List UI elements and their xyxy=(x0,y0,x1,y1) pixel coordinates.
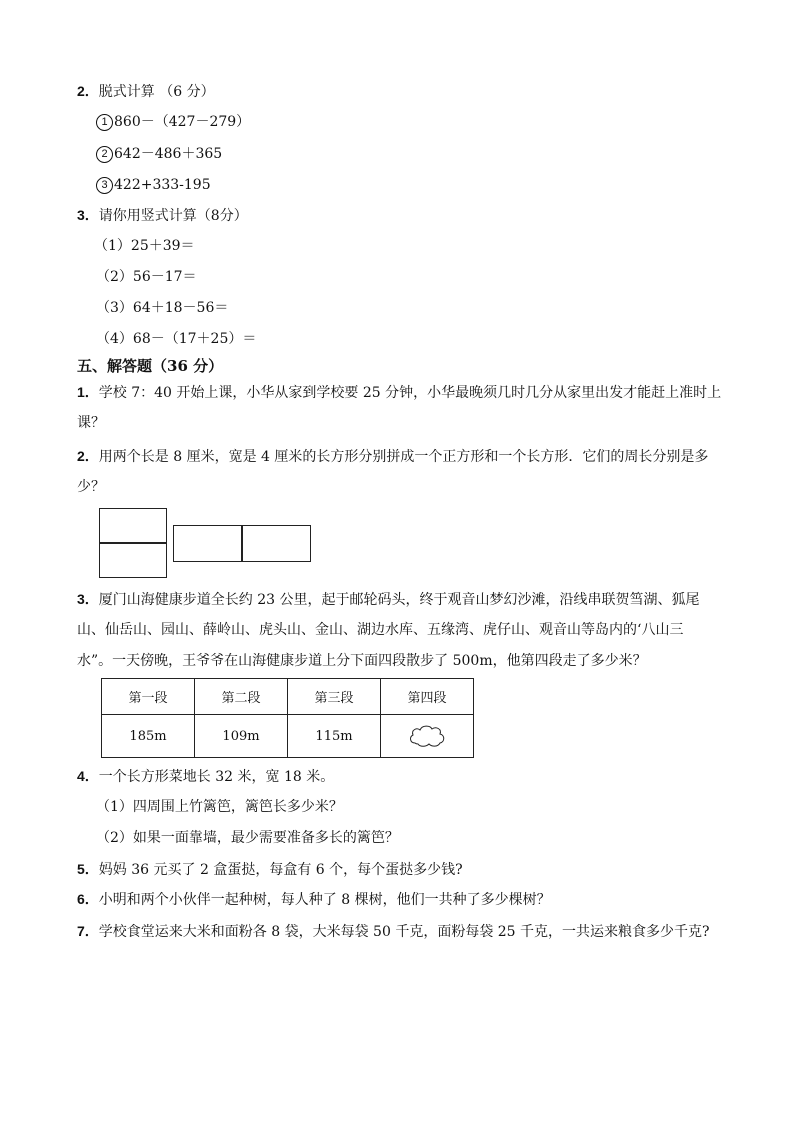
header-cell: 第四段 xyxy=(381,679,474,715)
header-cell: 第一段 xyxy=(102,679,195,715)
p6-line xyxy=(77,889,551,910)
cloud-icon xyxy=(407,723,447,749)
unknown-value-cell xyxy=(381,715,474,758)
value-cell: 185m xyxy=(102,715,195,758)
segments-table xyxy=(101,678,474,758)
q3-title: 请你用竖式计算（8分） xyxy=(98,208,248,224)
long-rect-left xyxy=(173,525,243,562)
p3-text-1: 厦门山海健康步道全长约 23 公里，起于邮轮码头，终于观音山梦幻沙滩，沿线串联贺筜湖、狐尾 xyxy=(98,592,700,608)
p2-line-1 xyxy=(77,446,708,467)
section-5-title: 五、解答题（36 分） xyxy=(77,357,224,375)
q2-item-2-expr: 642－486＋365 xyxy=(114,146,223,162)
p1-line-2: 课？ xyxy=(77,415,105,431)
segments-header-row xyxy=(102,679,474,715)
p3-line-2: 山、仙岳山、园山、薛岭山、虎头山、金山、湖边水库、五缘湾、虎仔山、观音山等岛内的‘八山三 xyxy=(77,622,684,638)
p3-line-1 xyxy=(77,589,700,610)
q3-number: 3． xyxy=(77,207,99,223)
p4-line-1 xyxy=(77,766,334,787)
p1-number: 1． xyxy=(77,384,99,400)
q2-item-3 xyxy=(96,175,211,195)
p3-number: 3． xyxy=(77,591,99,607)
long-rect-right xyxy=(241,525,311,562)
p1-line-1 xyxy=(77,382,721,403)
header-cell: 第二段 xyxy=(195,679,288,715)
p5-text: 妈妈 36 元买了 2 盒蛋挞，每盒有 6 个，每个蛋挞多少钱? xyxy=(98,862,463,878)
q2-title: 脱式计算 （6 分） xyxy=(98,84,215,100)
header-cell: 第三段 xyxy=(288,679,381,715)
q3-item-4: （4）68－（17＋25）＝ xyxy=(96,331,257,347)
square-bottom-rect xyxy=(99,542,167,578)
p6-number: 6． xyxy=(77,891,99,907)
q3-heading xyxy=(77,205,248,226)
square-top-rect xyxy=(99,508,167,544)
p6-text: 小明和两个小伙伴一起种树，每人种了 8 棵树，他们一共种了多少棵树？ xyxy=(98,892,551,908)
q3-item-1: （1）25＋39＝ xyxy=(94,238,195,254)
q2-number: 2． xyxy=(77,83,99,99)
q2-item-3-expr: 422+333-195 xyxy=(114,177,211,193)
q2-item-1-expr: 860－（427－279） xyxy=(114,114,251,130)
q3-item-3: （3）64＋18－56＝ xyxy=(96,300,229,316)
p4-sub-2: （2）如果一面靠墙，最少需要准备多长的篱笆？ xyxy=(96,830,399,846)
p7-number: 7． xyxy=(77,923,99,939)
value-cell: 115m xyxy=(288,715,381,758)
circled-number-2: 2 xyxy=(96,146,113,163)
p4-sub-1: （1）四周围上竹篱笆，篱笆长多少米？ xyxy=(96,799,343,815)
circled-number-3: 3 xyxy=(96,177,113,194)
p3-line-3: 水”。一天傍晚，王爷爷在山海健康步道上分下面四段散步了 500m，他第四段走了多少米？ xyxy=(77,653,647,669)
circled-number-1: 1 xyxy=(96,114,113,131)
p4-text-1: 一个长方形菜地长 32 米，宽 18 米。 xyxy=(98,769,335,785)
p7-text: 学校食堂运来大米和面粉各 8 袋，大米每袋 50 千克，面粉每袋 25 千克，一共运来粮食多少千克? xyxy=(98,924,710,940)
p4-number: 4． xyxy=(77,768,99,784)
segments-value-row xyxy=(102,715,474,758)
p2-line-2: 少？ xyxy=(77,479,105,495)
q2-heading xyxy=(77,81,215,102)
value-cell: 109m xyxy=(195,715,288,758)
q3-item-2: （2）56－17＝ xyxy=(96,269,197,285)
q2-item-2 xyxy=(96,144,222,164)
p5-line xyxy=(77,859,463,880)
p2-number: 2． xyxy=(77,448,99,464)
p7-line xyxy=(77,921,710,942)
p2-text-1: 用两个长是 8 厘米，宽是 4 厘米的长方形分别拼成一个正方形和一个长方形．它们的周长分别是多 xyxy=(98,449,709,465)
q2-item-1 xyxy=(96,112,250,132)
p5-number: 5． xyxy=(77,861,99,877)
p1-text-1: 学校 7：40 开始上课，小华从家到学校要 25 分钟，小华最晚须几时几分从家里出发才能赶上准时上 xyxy=(98,385,722,401)
